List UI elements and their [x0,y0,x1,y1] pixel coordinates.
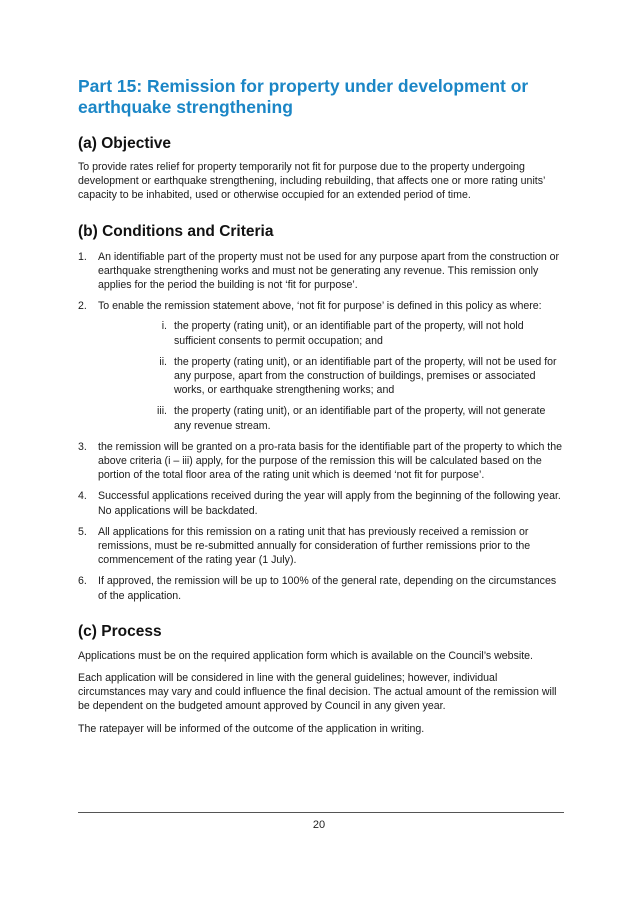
list-item-number: 1. [78,250,87,263]
process-paragraph: Applications must be on the required application form which is available on the Council’s website. [78,649,533,662]
list-item [78,574,563,602]
list-item-number: 3. [78,440,87,453]
list-item [78,299,563,433]
sub-list-item [78,319,563,347]
footer-divider [78,812,564,813]
sub-list-item-number: ii. [159,355,167,368]
list-item-text: If approved, the remission will be up to 100% of the general rate, depending on the circumstances of the application. [98,575,557,602]
list-item-text: Successful applications received during the year will apply from the beginning of the following year. No applications will be backdated. [98,490,561,517]
list-item [78,489,563,517]
list-item-text: To enable the remission statement above, ‘not fit for purpose’ is defined in this policy as where: [98,300,542,313]
sub-list-item-text: the property (rating unit), or an identifiable part of the property, will not hold sufficient consents to permit occupation; and [174,320,524,347]
process-paragraph: The ratepayer will be informed of the outcome of the application in writing. [78,722,425,735]
list-item-text: the remission will be granted on a pro-rata basis for the identifiable part of the property to which the above criteria (i – iii) apply, for the purpose of the remission this will be calculated based on the portion of the total floor area of the rating unit which is deemed ‘not fit for purpose’. [98,440,563,482]
list-item-number: 5. [78,525,87,538]
list-item [78,440,563,483]
list-item-number: 2. [78,300,87,313]
sub-list-item [78,355,563,398]
part-title: Part 15: Remission for property under development or earthquake strengthening [78,76,529,117]
sub-list-item-number: i. [161,320,167,333]
list-item-text: An identifiable part of the property must not be used for any purpose apart from the construction or earthquake strengthening works and must not be generating any revenue. This remission only applies for the period the building is not ‘fit for purpose’. [98,250,560,292]
list-item-text: All applications for this remission on a rating unit that has previously received a remission or remissions, must be re-submitted annually for consideration of further remissions prior to the commencement of the rating year (1 July). [98,525,531,567]
list-item-number: 4. [78,490,87,503]
sub-list-item-text: the property (rating unit), or an identifiable part of the property, will not be used for any purpose, apart from the construction of buildings, premises or associated works, or earthquake strengthening works; and [174,355,557,397]
conditions-heading: (b) Conditions and Criteria [78,222,274,240]
list-item [78,250,563,293]
process-heading: (c) Process [78,622,162,640]
sub-criteria-list [78,319,563,432]
page-number: 20 [312,819,326,831]
page-content [78,76,563,736]
sub-list-item-text: the property (rating unit), or an identifiable part of the property, will not generate any revenue stream. [174,405,546,432]
process-paragraph: Each application will be considered in line with the general guidelines; however, individual circumstances may vary and could influence the final decision. The actual amount of the remission will be dependent on the budgeted amount approved by Council in any given year. [78,672,557,713]
list-item-number: 6. [78,575,87,588]
sub-list-item [78,404,563,432]
objective-text: To provide rates relief for property temporarily not fit for purpose due to the property undergoing development or earthquake strengthening, including rebuilding, that affects one or more rating units’ capacity to be inhabited, used or otherwise occupied for an extended period of time. [78,161,546,202]
objective-heading: (a) Objective [78,135,172,152]
list-item [78,525,563,568]
criteria-list [78,250,563,603]
sub-list-item-number: iii. [156,405,167,418]
